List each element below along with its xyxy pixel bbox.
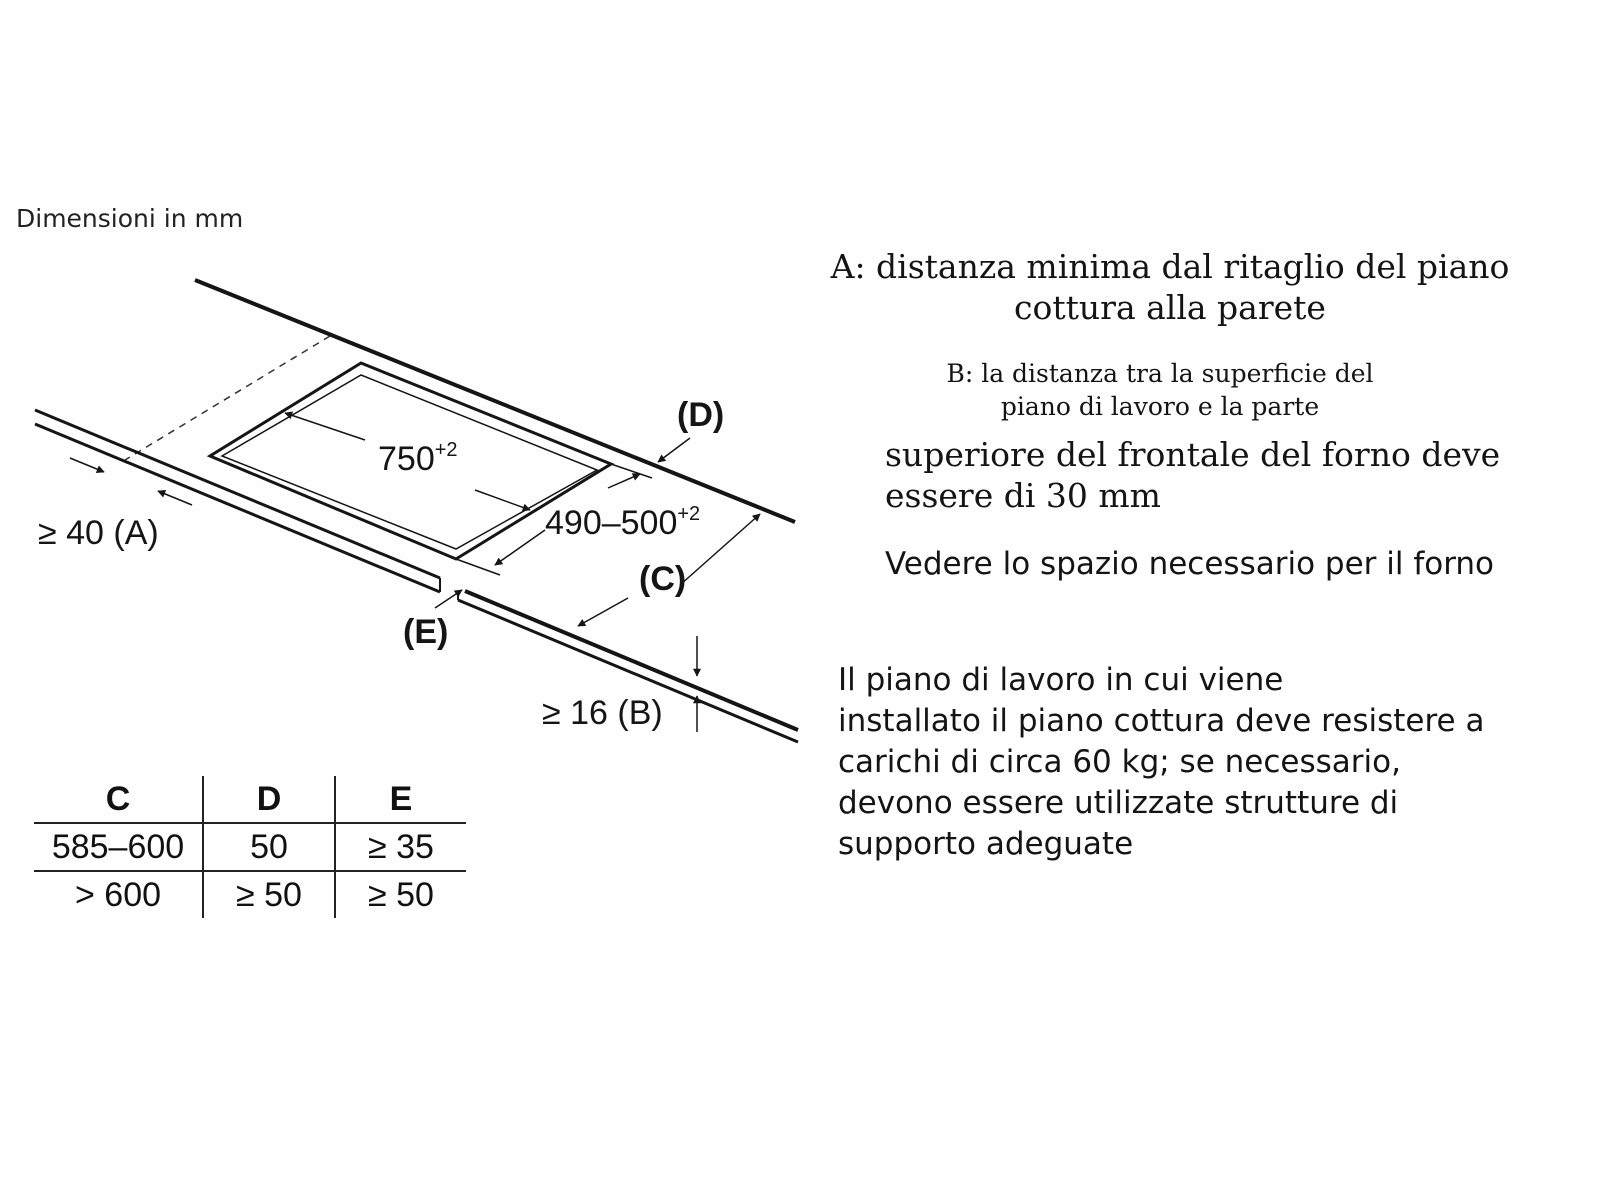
note-distance-b-intro: B: la distanza tra la superficie del piano di lavoro e la parte — [946, 359, 1374, 421]
label-c: (C) — [639, 560, 687, 598]
table-row — [34, 823, 466, 871]
table-header-c: C — [34, 776, 203, 823]
table-cell: 50 — [203, 823, 335, 871]
depth-dimension-arrow — [495, 530, 545, 565]
label-b: ≥ 16 (B) — [542, 694, 663, 732]
table-cell: ≥ 50 — [203, 871, 335, 918]
length-dimension-label: 750 — [378, 440, 435, 478]
table-cell: ≥ 50 — [335, 871, 466, 918]
table-row — [34, 871, 466, 918]
length-dimension-arrow — [285, 413, 365, 440]
depth-tolerance: +2 — [677, 503, 701, 525]
clearance-table — [34, 776, 466, 918]
wall-reference-line — [125, 336, 330, 460]
units-caption: Dimensioni in mm — [16, 204, 244, 233]
label-d: (D) — [677, 396, 725, 434]
note-load-capacity: Il piano di lavoro in cui viene installato il piano cottura deve resistere a carichi di circa 60 kg; se necessario, devono essere utilizzate strutture di supporto adeguate — [838, 662, 1485, 862]
label-a: ≥ 40 (A) — [38, 514, 159, 552]
c-arrow — [578, 598, 628, 626]
note-oven-space: Vedere lo spazio necessario per il forno — [885, 546, 1495, 582]
svg-text:490–500+2 — [545, 503, 700, 542]
countertop-front-edge-top — [35, 410, 440, 578]
a-arrow-right — [158, 491, 192, 505]
table-header-d: D — [203, 776, 335, 823]
svg-text:750+2 — [378, 439, 458, 478]
table-cell: ≥ 35 — [335, 823, 466, 871]
depth-dimension-label: 490–500 — [545, 504, 678, 542]
length-tolerance: +2 — [434, 439, 458, 461]
table-cell: > 600 — [74, 875, 162, 914]
label-e: (E) — [403, 613, 449, 651]
a-arrow-left — [70, 458, 104, 472]
d-arrow — [658, 438, 690, 462]
table-header-e: E — [335, 776, 466, 823]
note-distance-a: A: distanza minima dal ritaglio del piano cottura alla parete — [830, 247, 1510, 327]
table-cell: 585–600 — [34, 823, 203, 871]
note-distance-b-detail: superiore del frontale del forno deve essere di 30 mm — [885, 435, 1501, 515]
